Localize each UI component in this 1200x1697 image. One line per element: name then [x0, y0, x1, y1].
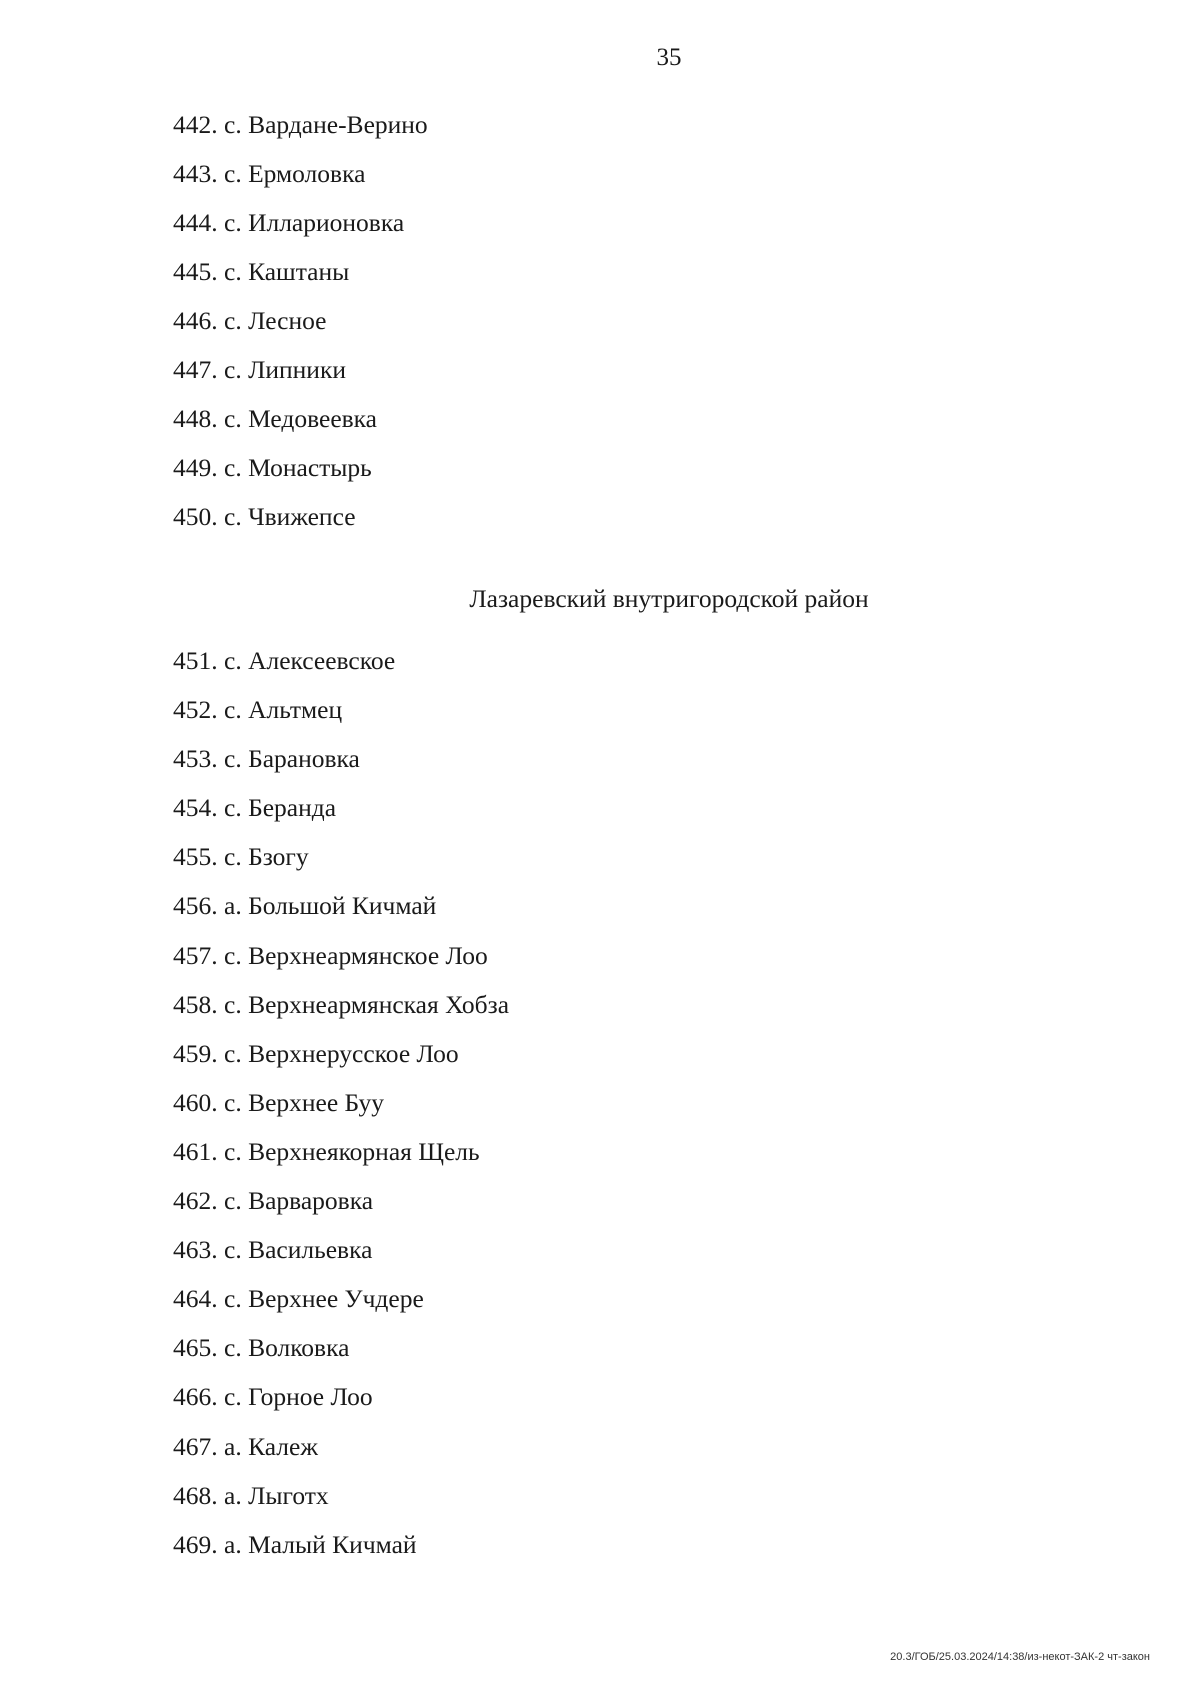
list-item: 442. с. Вардане-Верино [173, 110, 428, 139]
list-item: 465. с. Волковка [173, 1333, 350, 1363]
list-item: 460. с. Верхнее Буу [173, 1087, 385, 1117]
list-item: 468. а. Лыготх [173, 1480, 329, 1510]
list-item: 464. с. Верхнее Учдере [173, 1284, 424, 1314]
footer-document-code: 20.3/ГОБ/25.03.2024/14:38/из-некот-ЗАК-2 чт-закон [890, 1651, 1150, 1663]
list-item: 466. с. Горное Лоо [173, 1382, 373, 1412]
list-item: 449. с. Монастырь [173, 453, 372, 482]
page-number: 35 [656, 44, 682, 71]
list-item: 458. с. Верхнеармянская Хобза [173, 989, 510, 1019]
list-item: 459. с. Верхнерусское Лоо [173, 1038, 459, 1068]
list-item: 454. с. Беранда [173, 793, 337, 823]
list-item: 456. а. Большой Кичмай [173, 891, 437, 921]
list-item: 446. с. Лесное [173, 306, 327, 335]
list-item: 450. с. Чвижепсе [173, 502, 356, 531]
list-item: 467. а. Калеж [173, 1431, 318, 1461]
list-item: 452. с. Альтмец [173, 695, 343, 725]
list-item: 463. с. Васильевка [173, 1235, 373, 1265]
list-item: 448. с. Медовеевка [173, 404, 377, 433]
list-item: 443. с. Ермоловка [173, 159, 366, 188]
list-item: 444. с. Илларионовка [173, 208, 405, 237]
list-item: 445. с. Каштаны [173, 257, 350, 286]
list-item: 453. с. Барановка [173, 744, 360, 774]
settlement-list-part-2 [173, 646, 509, 1579]
list-item: 461. с. Верхнеякорная Щель [173, 1136, 480, 1166]
list-item: 455. с. Бзогу [173, 842, 309, 872]
list-item: 451. с. Алексеевское [173, 646, 396, 675]
settlement-list-part-1 [173, 110, 428, 551]
section-heading: Лазаревский внутригородской район [469, 584, 869, 613]
list-item: 462. с. Варваровка [173, 1186, 374, 1216]
list-item: 457. с. Верхнеармянское Лоо [173, 940, 488, 970]
list-item: 469. а. Малый Кичмай [173, 1529, 417, 1559]
list-item: 447. с. Липники [173, 355, 346, 384]
